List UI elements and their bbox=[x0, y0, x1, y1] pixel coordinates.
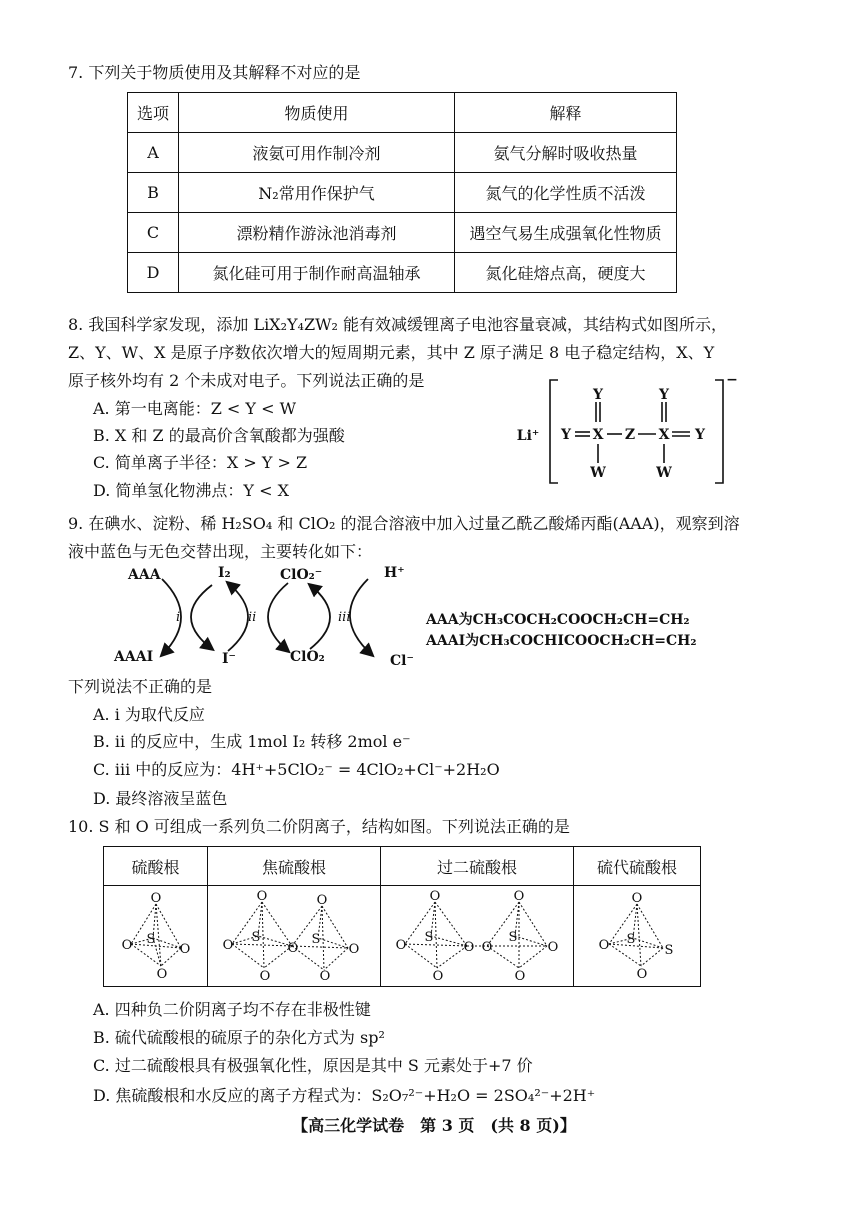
q8-option-b: B. X 和 Z 的最高价含氧酸都为强酸 bbox=[93, 426, 345, 445]
q7-cell-use: 液氨可用作制冷剂 bbox=[179, 133, 455, 173]
atom-s: S bbox=[146, 932, 155, 947]
atom-o: O bbox=[222, 938, 234, 953]
table-row bbox=[128, 213, 677, 253]
atom-o: O bbox=[316, 893, 328, 908]
structure-sulfate bbox=[104, 886, 208, 987]
arrow-ii-left bbox=[228, 583, 248, 651]
atom-s: S bbox=[626, 932, 636, 947]
page-footer: 【高三化学试卷 第 3 页 (共 8 页)】 bbox=[292, 1116, 576, 1135]
thiosulfate-tetrahedron bbox=[587, 888, 687, 980]
q8-stem-line2: Z、Y、W、X 是原子序数依次增大的短周期元素，其中 Z 原子满足 8 电子稳定结构，X、Y bbox=[68, 343, 715, 362]
step-label-i: i bbox=[176, 610, 181, 625]
q7-cell-explanation: 遇空气易生成强氧化性物质 bbox=[455, 213, 677, 253]
q8-option-a: A. 第一电离能：Z < Y < W bbox=[93, 399, 297, 418]
atom-o: O bbox=[259, 969, 271, 980]
q9-option-c: C. iii 中的反应为：4H⁺+5ClO₂⁻ = 4ClO₂+Cl⁻+2H₂O bbox=[93, 760, 500, 779]
q10-option-d: D. 焦硫酸根和水反应的离子方程式为：S₂O₇²⁻+H₂O = 2SO₄²⁻+2H⁺ bbox=[93, 1086, 596, 1105]
lithium-ion-label: Li⁺ bbox=[516, 428, 540, 444]
q9-reaction-cycle bbox=[100, 565, 430, 675]
atom-o: O bbox=[432, 969, 444, 980]
species-aaai: AAAI bbox=[114, 649, 154, 665]
q7-cell-use: 漂粉精作游泳池消毒剂 bbox=[179, 213, 455, 253]
atom-s: S bbox=[251, 930, 261, 945]
q7-header-option: 选项 bbox=[128, 93, 179, 133]
atom-x-left: X bbox=[592, 427, 604, 443]
right-bracket bbox=[715, 380, 723, 483]
peroxydisulfate-tetrahedra bbox=[387, 888, 567, 980]
species-i-minus: I⁻ bbox=[222, 651, 236, 667]
q10-stem: 10. S 和 O 可组成一系列负二价阴离子，结构如图。下列说法正确的是 bbox=[68, 817, 570, 836]
species-clo2-minus: ClO₂⁻ bbox=[280, 567, 323, 583]
q9-option-b: B. ii 的反应中，生成 1mol I₂ 转移 2mol e⁻ bbox=[93, 732, 411, 751]
atom-o: O bbox=[463, 940, 475, 955]
atom-o: O bbox=[256, 889, 268, 904]
q9-prompt: 下列说法不正确的是 bbox=[68, 677, 213, 696]
q8-structure-diagram bbox=[510, 370, 740, 490]
sulfate-tetrahedron bbox=[111, 888, 201, 980]
species-h-plus: H⁺ bbox=[384, 565, 405, 581]
atom-o: O bbox=[156, 967, 167, 980]
q7-stem: 7. 下列关于物质使用及其解释不对应的是 bbox=[68, 63, 361, 82]
q7-header-explanation: 解释 bbox=[455, 93, 677, 133]
header-peroxydisulfate: 过二硫酸根 bbox=[381, 847, 574, 886]
arrow-iii-right bbox=[350, 579, 372, 655]
q10-option-c: C. 过二硫酸根具有极强氧化性，原因是其中 S 元素处于+7 价 bbox=[93, 1056, 533, 1075]
q7-cell-option: D bbox=[128, 253, 179, 293]
q8-stem-line3: 原子核外均有 2 个未成对电子。下列说法正确的是 bbox=[68, 371, 425, 390]
arrow-ii-right bbox=[268, 583, 288, 651]
q7-cell-use: 氮化硅可用于制作耐高温轴承 bbox=[179, 253, 455, 293]
q10-option-b: B. 硫代硫酸根的硫原子的杂化方式为 sp² bbox=[93, 1028, 385, 1047]
atom-o: O bbox=[513, 889, 525, 904]
atom-w-right: W bbox=[656, 465, 672, 481]
q10-option-a: A. 四种负二价阴离子均不存在非极性键 bbox=[93, 1000, 371, 1019]
atom-z: Z bbox=[624, 427, 636, 443]
atom-s: S bbox=[311, 932, 321, 947]
atom-o: O bbox=[631, 891, 643, 906]
species-i2: I₂ bbox=[218, 565, 231, 581]
q9-stem-line1: 9. 在碘水、淀粉、稀 H₂SO₄ 和 ClO₂ 的混合溶液中加入过量乙酰乙酸烯丙酯(AAA)，观察到溶 bbox=[68, 514, 740, 533]
atom-o: O bbox=[429, 889, 441, 904]
pyrosulfate-tetrahedra bbox=[214, 888, 374, 980]
charge-label: − bbox=[726, 372, 738, 388]
atom-o: O bbox=[179, 942, 190, 957]
arrow-i-right bbox=[191, 585, 212, 649]
header-pyrosulfate: 焦硫酸根 bbox=[208, 847, 381, 886]
atom-s: S bbox=[664, 943, 674, 958]
atom-o: O bbox=[598, 938, 610, 953]
atom-o: O bbox=[121, 938, 132, 953]
q8-option-d: D. 简单氢化物沸点：Y < X bbox=[93, 481, 289, 500]
atom-o: O bbox=[348, 942, 360, 957]
table-row bbox=[128, 173, 677, 213]
atom-o: O bbox=[395, 938, 407, 953]
q9-stem-line2: 液中蓝色与无色交替出现，主要转化如下： bbox=[68, 542, 373, 561]
atom-o: O bbox=[287, 941, 299, 956]
q7-cell-option: B bbox=[128, 173, 179, 213]
header-sulfate: 硫酸根 bbox=[104, 847, 208, 886]
atom-s: S bbox=[508, 930, 518, 945]
arrow-iii-left bbox=[310, 585, 330, 649]
structure-peroxydisulfate bbox=[381, 886, 574, 987]
q8-stem-line1: 8. 我国科学家发现，添加 LiX₂Y₄ZW₂ 能有效减缓锂离子电池容量衰减，其结构式如图所示， bbox=[68, 315, 728, 334]
q9-formula-aaa: AAA为CH₃COCH₂COOCH₂CH=CH₂ bbox=[426, 612, 690, 628]
step-label-iii: iii bbox=[338, 610, 351, 625]
atom-y-left: Y bbox=[561, 427, 571, 443]
q7-table bbox=[127, 92, 677, 293]
q7-cell-option: A bbox=[128, 133, 179, 173]
q8-option-c: C. 简单离子半径：X > Y > Z bbox=[93, 453, 308, 472]
atom-y-right: Y bbox=[695, 427, 705, 443]
structure-pyrosulfate bbox=[208, 886, 381, 987]
atom-x-right: X bbox=[658, 427, 670, 443]
table-row bbox=[128, 253, 677, 293]
species-cl-minus: Cl⁻ bbox=[390, 653, 414, 669]
atom-o: O bbox=[547, 940, 559, 955]
atom-w-left: W bbox=[590, 465, 606, 481]
atom-o: O bbox=[514, 969, 526, 980]
q7-cell-explanation: 氨气分解时吸收热量 bbox=[455, 133, 677, 173]
atom-y-top-right: Y bbox=[659, 387, 669, 403]
atom-s: S bbox=[424, 930, 434, 945]
atom-y-top-left: Y bbox=[593, 387, 603, 403]
atom-o: O bbox=[319, 969, 331, 980]
q9-option-d: D. 最终溶液呈蓝色 bbox=[93, 789, 228, 808]
q7-cell-explanation: 氮气的化学性质不活泼 bbox=[455, 173, 677, 213]
atom-o: O bbox=[481, 940, 493, 955]
table-row bbox=[128, 133, 677, 173]
species-aaa: AAA bbox=[128, 567, 161, 583]
q7-cell-explanation: 氮化硅熔点高，硬度大 bbox=[455, 253, 677, 293]
header-thiosulfate: 硫代硫酸根 bbox=[574, 847, 701, 886]
atom-o: O bbox=[150, 891, 161, 906]
species-clo2: ClO₂ bbox=[290, 649, 325, 665]
step-label-ii: ii bbox=[248, 610, 257, 625]
q10-table bbox=[103, 846, 701, 987]
left-bracket bbox=[550, 380, 558, 483]
q9-formula-aaai: AAAI为CH₃COCHICOOCH₂CH=CH₂ bbox=[426, 633, 697, 649]
structure-thiosulfate bbox=[574, 886, 701, 987]
q9-option-a: A. i 为取代反应 bbox=[93, 705, 205, 724]
q7-header-use: 物质使用 bbox=[179, 93, 455, 133]
atom-o: O bbox=[636, 967, 648, 980]
q7-cell-use: N₂常用作保护气 bbox=[179, 173, 455, 213]
q7-cell-option: C bbox=[128, 213, 179, 253]
